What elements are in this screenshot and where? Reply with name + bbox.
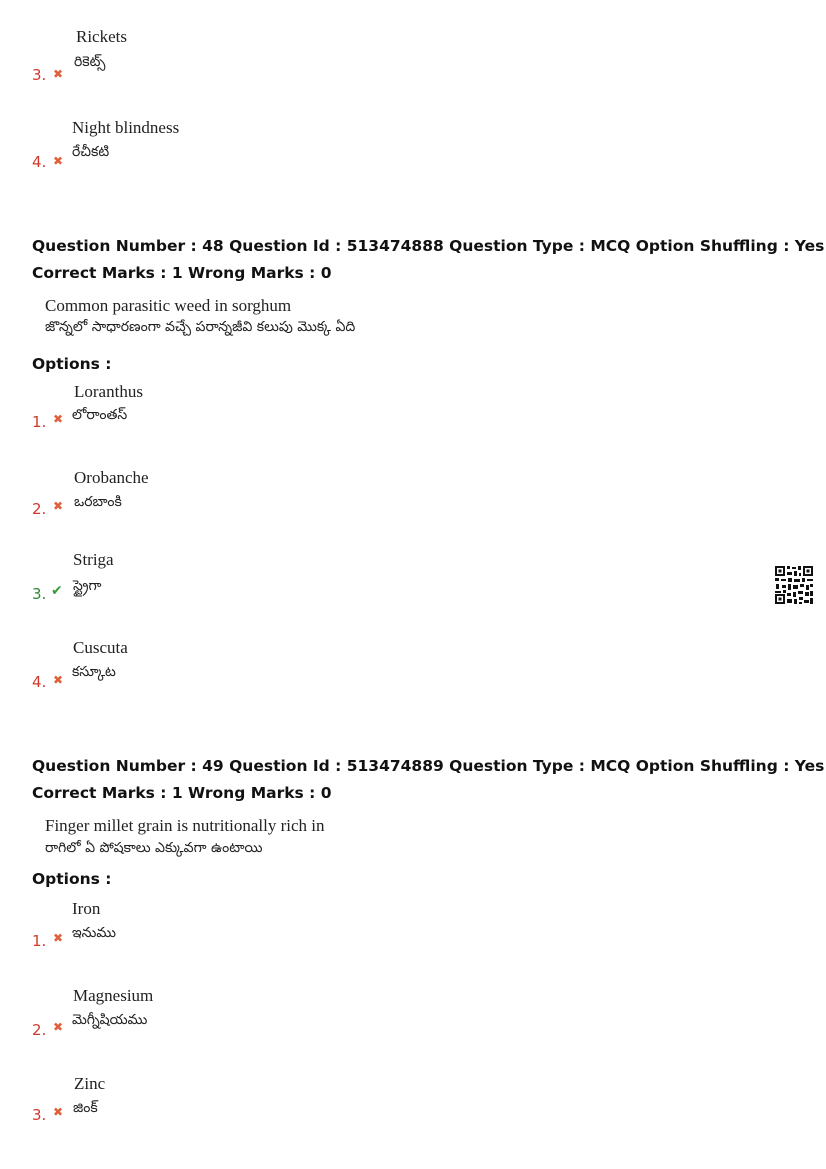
cross-icon: ✖ bbox=[53, 412, 64, 426]
option-number: 2. bbox=[32, 1021, 47, 1039]
options-label: Options : bbox=[32, 355, 112, 373]
option-en-text: Rickets bbox=[76, 27, 127, 46]
option-en-text: Magnesium bbox=[73, 986, 154, 1005]
option-en-text: Loranthus bbox=[74, 382, 143, 401]
option-en-text: Zinc bbox=[74, 1074, 106, 1093]
qr-code-icon bbox=[774, 565, 814, 605]
cross-icon: ✖ bbox=[53, 154, 64, 168]
option-en-text: Orobanche bbox=[74, 468, 149, 487]
question-text-te: జొన్నలో సాధారణంగా వచ్చే పరాన్నజీవి కలుపు మొక్క ఏది bbox=[45, 319, 356, 335]
cross-icon: ✖ bbox=[53, 499, 64, 513]
option-te-text: రేచీకటి bbox=[72, 144, 110, 160]
check-icon: ✔ bbox=[51, 583, 63, 599]
cross-icon: ✖ bbox=[53, 1105, 64, 1119]
option-number: 4. bbox=[32, 673, 47, 691]
option-number: 4. bbox=[32, 153, 47, 171]
options-label: Options : bbox=[32, 870, 112, 888]
option-number: 2. bbox=[32, 500, 47, 518]
option-te-text: మెగ్నీషియము bbox=[72, 1012, 148, 1028]
question-marks: Correct Marks : 1 Wrong Marks : 0 bbox=[32, 784, 332, 802]
question-text-te: రాగిలో ఏ పోషకాలు ఎక్కువగా ఉంటాయి bbox=[45, 840, 263, 856]
option-te-text: ఇనుము bbox=[72, 925, 116, 941]
option-en-text: Cuscuta bbox=[73, 638, 128, 657]
cross-icon: ✖ bbox=[53, 67, 64, 81]
option-te-text: ఒరబాంకి bbox=[74, 494, 122, 510]
option-te-text: రికెట్స్ bbox=[74, 54, 106, 70]
option-number: 1. bbox=[32, 932, 47, 950]
option-te-text: కస్కూట bbox=[72, 664, 116, 680]
cross-icon: ✖ bbox=[53, 931, 64, 945]
option-te-text: జింక్ bbox=[73, 1100, 98, 1116]
option-number: 1. bbox=[32, 413, 47, 431]
option-en-text: Iron bbox=[72, 899, 101, 918]
option-te-text: లోరాంతస్ bbox=[72, 407, 128, 423]
question-text-en: Common parasitic weed in sorghum bbox=[45, 296, 292, 315]
cross-icon: ✖ bbox=[53, 673, 64, 687]
question-header: Question Number : 49 Question Id : 513474889 Question Type : MCQ Option Shuffling : Yes bbox=[32, 757, 825, 775]
cross-icon: ✖ bbox=[53, 1020, 64, 1034]
option-number: 3. bbox=[32, 66, 47, 84]
option-en-text: Night blindness bbox=[72, 118, 180, 137]
question-header: Question Number : 48 Question Id : 513474888 Question Type : MCQ Option Shuffling : Yes bbox=[32, 237, 825, 255]
question-marks: Correct Marks : 1 Wrong Marks : 0 bbox=[32, 264, 332, 282]
option-en-text: Striga bbox=[73, 550, 114, 569]
question-text-en: Finger millet grain is nutritionally rich in bbox=[45, 816, 325, 835]
option-te-text: స్ట్రైగా bbox=[73, 578, 102, 594]
option-number: 3. bbox=[32, 1106, 47, 1124]
option-number: 3. bbox=[32, 585, 47, 603]
